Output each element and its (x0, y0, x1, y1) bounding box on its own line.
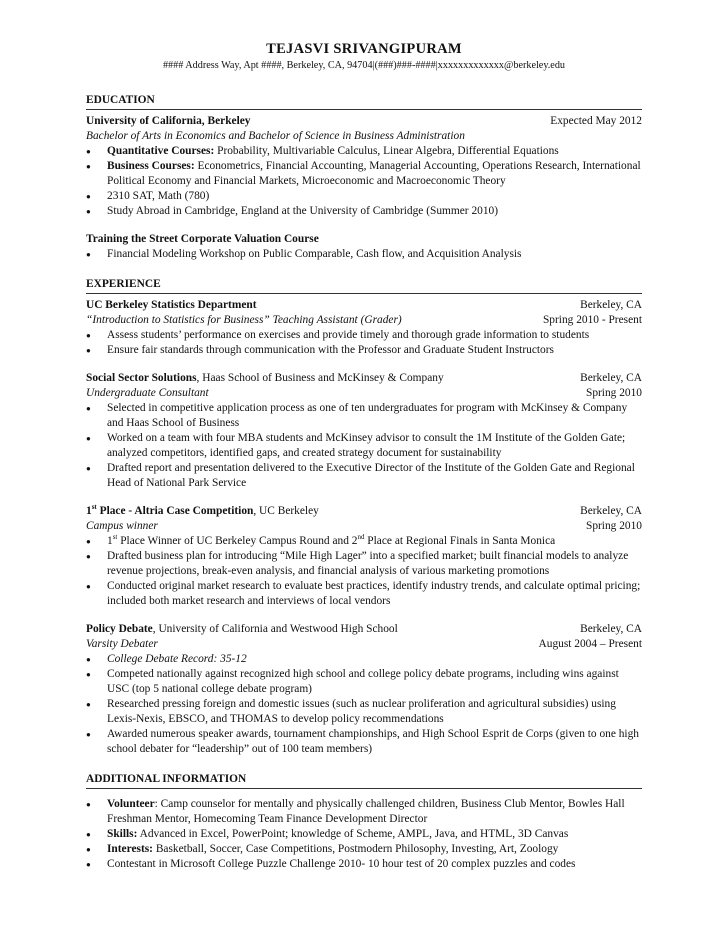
list-item: ● Drafted report and presentation delivered to the Executive Director of the Institute of the Golden Gate and Regional Head of National Park Service (86, 461, 642, 491)
job-org: Policy Debate, University of California and Westwood High School (86, 623, 398, 635)
school-name: University of California, Berkeley (86, 115, 251, 127)
job-dates: Spring 2010 (585, 520, 642, 532)
job-entry (86, 298, 642, 358)
section-heading-experience: EXPERIENCE (86, 277, 642, 294)
degree: Bachelor of Arts in Economics and Bachelor of Science in Business Administration (86, 130, 465, 142)
list-item: ● Volunteer: Camp counselor for mentally and physically challenged children, Business Club Mentor, Bowles Hall Freshman Mentor, Homecoming Team Finance Development Director (86, 797, 642, 827)
section-heading-additional: ADDITIONAL INFORMATION (86, 772, 642, 789)
contact-line: #### Address Way, Apt ####, Berkeley, CA, 94704|(###)###-####|xxxxxxxxxxxxx@berkeley.edu (162, 60, 566, 71)
list-item: ● Researched pressing foreign and domestic issues (such as nuclear proliferation and agricultural subsidies) using Lexis-Nexis, EBSCO, and THOMAS to develop policy recommendations (86, 697, 642, 727)
section-heading-education: EDUCATION (86, 93, 642, 110)
job-entry (86, 371, 642, 491)
job-title: Varsity Debater (86, 638, 158, 650)
list-item: ● Contestant in Microsoft College Puzzle Challenge 2010- 10 hour test of 20 complex puzzles and codes (86, 857, 642, 872)
job-entry (86, 622, 642, 757)
school-date: Expected May 2012 (550, 115, 642, 127)
education-school-row (86, 114, 642, 129)
job-title: “Introduction to Statistics for Business” Teaching Assistant (Grader) (86, 314, 402, 326)
list-item: ● Ensure fair standards through communication with the Professor and Graduate Student Instructors (86, 343, 642, 358)
list-item: ● Interests: Basketball, Soccer, Case Competitions, Postmodern Philosophy, Investing, Art, Zoology (86, 842, 642, 857)
resume-name: TEJASVI SRIVANGIPURAM (266, 41, 462, 57)
list-item: ● Worked on a team with four MBA students and McKinsey advisor to consult the 1M Institute of the Golden Gate; analyzed competitors, identified gaps, and created strategy document for sustainability (86, 431, 642, 461)
job-title: Campus winner (86, 520, 158, 532)
list-item: ● Study Abroad in Cambridge, England at the University of Cambridge (Summer 2010) (86, 204, 642, 219)
list-item: ● Competed nationally against recognized high school and college policy debate programs, including wins against USC (top 5 national college debate program) (86, 667, 642, 697)
list-item: ● Selected in competitive application process as one of ten undergraduates for program with McKinsey & Company and Haas School of Business (86, 401, 642, 431)
training-title: Training the Street Corporate Valuation Course (86, 233, 319, 245)
list-item: ● Conducted original market research to evaluate best practices, identify industry trends, and calculate optimal pricing; included both market research and interviews of local vendors (86, 579, 642, 609)
education-list (86, 144, 642, 219)
job-entry (86, 504, 642, 609)
list-item: ● Awarded numerous speaker awards, tournament championships, and High School Esprit de Corps (given to one high school debater for “leadership” out of 100 team members) (86, 727, 642, 757)
job-org: 1st Place - Altria Case Competition, UC Berkeley (86, 503, 319, 517)
list-item: ● Business Courses: Econometrics, Financial Accounting, Managerial Accounting, Operations Research, International Political Economy and Financial Markets, Microeconomic and Macroeconomic Theory (86, 159, 642, 189)
job-org: UC Berkeley Statistics Department (86, 299, 257, 311)
training-list (86, 247, 642, 262)
job-org: Social Sector Solutions, Haas School of Business and McKinsey & Company (86, 372, 444, 384)
job-title: Undergraduate Consultant (86, 387, 209, 399)
job-dates: August 2004 – Present (538, 638, 642, 650)
job-dates: Spring 2010 - Present (542, 314, 642, 326)
list-item: ● Financial Modeling Workshop on Public Comparable, Cash flow, and Acquisition Analysis (86, 247, 642, 262)
list-item: ● 1st Place Winner of UC Berkeley Campus Round and 2nd Place at Regional Finals in Santa Monica (86, 534, 642, 549)
list-item: ● Quantitative Courses: Probability, Multivariable Calculus, Linear Algebra, Differential Equations (86, 144, 642, 159)
job-location: Berkeley, CA (580, 299, 642, 311)
job-location: Berkeley, CA (580, 623, 642, 635)
job-location: Berkeley, CA (580, 372, 642, 384)
additional-list (86, 797, 642, 872)
resume-page (86, 40, 642, 872)
list-item: ● Drafted business plan for introducing “Mile High Lager” into a specified market; built financial models to analyze revenue projections, break-even analysis, and financial analysis of various marketing promotions (86, 549, 642, 579)
job-location: Berkeley, CA (580, 505, 642, 517)
list-item: ● 2310 SAT, Math (780) (86, 189, 642, 204)
list-item: ● Assess students’ performance on exercises and provide timely and thorough grade information to students (86, 328, 642, 343)
job-dates: Spring 2010 (585, 387, 642, 399)
list-item: ● College Debate Record: 35-12 (86, 652, 642, 667)
list-item: ● Skills: Advanced in Excel, PowerPoint; knowledge of Scheme, AMPL, Java, and HTML, 3D Canvas (86, 827, 642, 842)
